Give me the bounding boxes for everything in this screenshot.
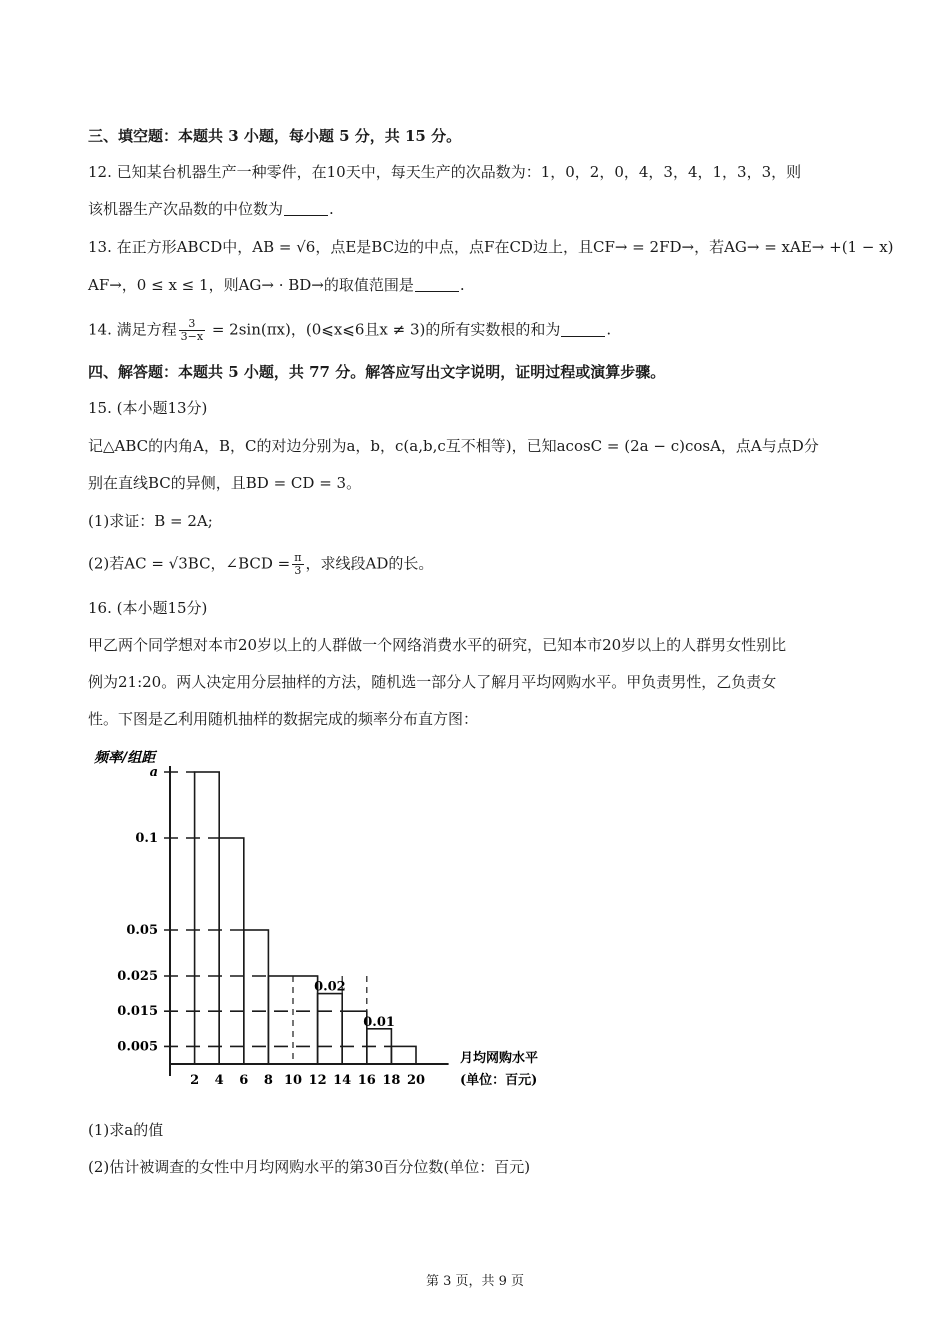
q15-fraction <box>292 552 303 577</box>
xtick-label: 16 <box>357 1073 376 1088</box>
q12-line1: 12. 已知某台机器生产一种零件，在10天中，每天生产的次品数为：1，0，2，0，4，3，4，1，3，3，则 <box>88 163 802 181</box>
q14-frac-den: 3−x <box>180 330 204 343</box>
histogram-ylabel: 频率/组距 <box>94 750 156 766</box>
xtick-label: 2 <box>190 1073 200 1088</box>
ytick-label: 0.05 <box>126 923 158 938</box>
xtick-label: 8 <box>263 1073 273 1088</box>
q15-frac-num: π <box>294 551 302 564</box>
q15-part2 <box>88 552 868 577</box>
histogram-bar <box>219 838 244 1064</box>
q14-answer-blank[interactable] <box>561 322 605 337</box>
q13-text: AF→，0 ≤ x ≤ 1，则AG→ · BD→的取值范围是 <box>88 276 414 294</box>
xtick-label: 6 <box>239 1073 249 1088</box>
histogram-xunit: (单位：百元) <box>460 1073 538 1088</box>
histogram-bar <box>244 930 269 1064</box>
xtick-label: 4 <box>214 1073 224 1088</box>
ytick-label: 0.025 <box>117 969 158 984</box>
histogram-xlabel: 月均网购水平 <box>460 1051 539 1066</box>
q14-suffix: = 2sin(πx)，(0⩽x⩽6且x ≠ 3)的所有实数根的和为 <box>207 320 561 339</box>
xtick-label: 12 <box>308 1073 327 1088</box>
q16-part1: (1)求a的值 <box>88 1121 164 1139</box>
q14-prefix: 14. 满足方程 <box>88 320 177 339</box>
ytick-label: 0.015 <box>117 1004 158 1020</box>
q13-period: . <box>459 276 465 294</box>
xtick-label: 10 <box>283 1073 303 1088</box>
q16-title: 16. (本小题15分) <box>88 599 208 617</box>
ytick-label: 0.005 <box>117 1039 158 1055</box>
q15-part2-text: (2)若AC = √3BC，∠BCD = <box>88 554 291 573</box>
ytick-label: a <box>149 765 158 780</box>
q15-part1: (1)求证：B = 2A; <box>88 512 213 530</box>
page-footer: 第 3 页，共 9 页 <box>425 1274 525 1289</box>
q12-period: . <box>329 200 334 218</box>
histogram-bar <box>391 1046 416 1064</box>
q13-line2 <box>88 275 868 295</box>
xtick-label: 20 <box>406 1073 426 1088</box>
q14-period: . <box>606 320 612 339</box>
q14-frac-num: 3 <box>179 318 205 331</box>
q16-part2: (2)估计被调查的女性中月均网购水平的第30百分位数(单位：百元) <box>88 1158 531 1176</box>
q12-text: 该机器生产次品数的中位数为 <box>88 200 284 218</box>
section3-header: 三、填空题：本题共 3 小题，每小题 5 分，共 15 分。 <box>88 127 462 145</box>
ytick-label: 0.1 <box>135 831 158 846</box>
q16-line2: 例为21:20。两人决定用分层抽样的方法，随机选一部分人了解月平均网购水平。甲负责男性，乙负责女 <box>88 673 777 691</box>
xtick-label: 18 <box>382 1073 401 1088</box>
bar-value-label: 0.02 <box>314 979 346 995</box>
q12-line2 <box>88 199 868 219</box>
bar-value-label: 0.01 <box>363 1014 395 1030</box>
q15-title: 15. (本小题13分) <box>88 399 208 417</box>
q15-line1: 记△ABC的内角A，B，C的对边分别为a，b，c(a,b,c互不相等)，已知acosC = (2a − c)cosA，点A与点D分 <box>88 437 819 455</box>
q13-line1: 13. 在正方形ABCD中，AB = √6，点E是BC边的中点，点F在CD边上，且CF→ = 2FD→，若AG→ = xAE→ +(1 − x) <box>88 238 894 256</box>
xtick-label: 14 <box>333 1073 352 1088</box>
histogram-bar <box>195 772 220 1064</box>
section4-header: 四、解答题：本题共 5 小题，共 77 分。解答应写出文字说明，证明过程或演算步骤。 <box>88 363 666 381</box>
q13-answer-blank[interactable] <box>415 277 459 292</box>
q12-answer-blank[interactable] <box>284 201 328 216</box>
histogram-bar <box>318 994 343 1064</box>
q15-frac-den: 3 <box>294 564 302 577</box>
q14-line <box>88 318 868 343</box>
q15-line2: 别在直线BC的异侧，且BD = CD = 3。 <box>88 474 362 492</box>
q14-fraction <box>179 318 205 343</box>
frequency-histogram <box>88 742 588 1102</box>
q16-line1: 甲乙两个同学想对本市20岁以上的人群做一个网络消费水平的研究，已知本市20岁以上的人群男女性别比 <box>88 636 787 654</box>
q15-part2-suffix: ，求线段AD的长。 <box>305 554 434 573</box>
q16-line3: 性。下图是乙利用随机抽样的数据完成的频率分布直方图： <box>88 710 479 728</box>
